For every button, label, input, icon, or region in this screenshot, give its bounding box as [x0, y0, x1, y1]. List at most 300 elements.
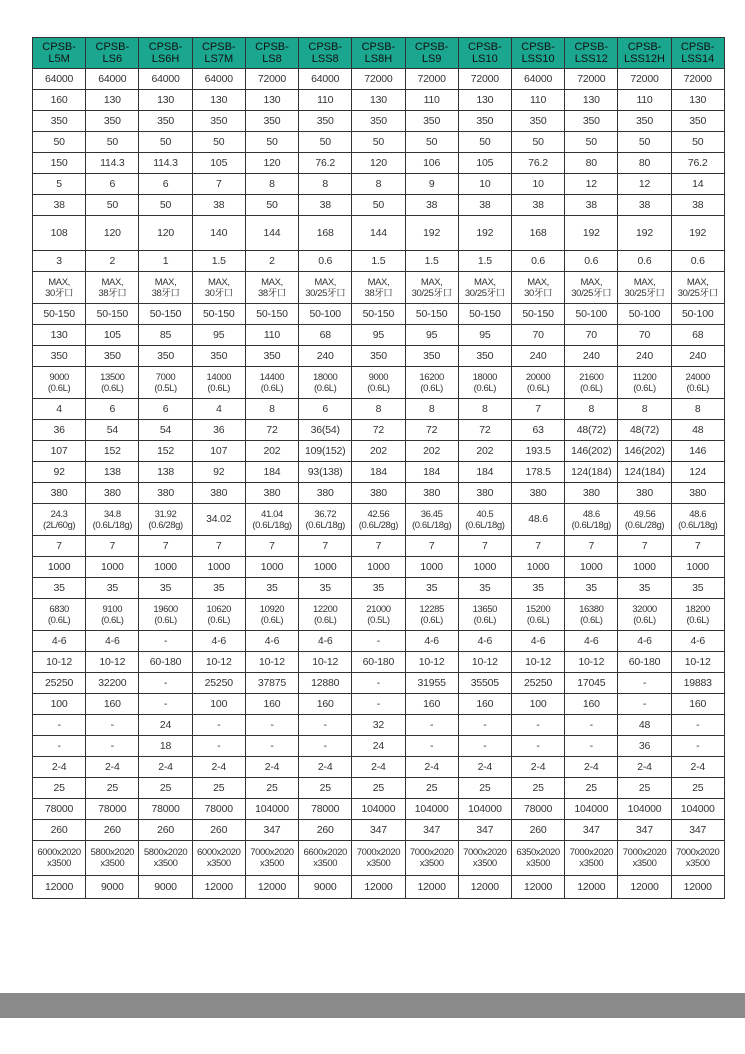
- table-cell: 7000x2020 x3500: [245, 841, 298, 876]
- table-cell: 4-6: [245, 631, 298, 652]
- table-cell: 1000: [511, 557, 564, 578]
- table-cell: MAX, 30牙口: [511, 272, 564, 304]
- table-cell: 64000: [139, 69, 192, 90]
- table-cell: 350: [458, 346, 511, 367]
- table-cell: 7: [511, 399, 564, 420]
- table-cell: 14: [671, 174, 724, 195]
- table-cell: 4: [33, 399, 86, 420]
- table-cell: 50: [458, 132, 511, 153]
- table-cell: 63: [511, 420, 564, 441]
- table-cell: 2-4: [139, 757, 192, 778]
- table-cell: 100: [33, 694, 86, 715]
- table-cell: 350: [86, 346, 139, 367]
- column-header: CPSB- LS6H: [139, 38, 192, 69]
- table-cell: 130: [86, 90, 139, 111]
- table-cell: 380: [405, 483, 458, 504]
- table-cell: 4-6: [511, 631, 564, 652]
- table-row: [33, 536, 725, 557]
- table-cell: 8: [671, 399, 724, 420]
- table-cell: 36: [33, 420, 86, 441]
- table-cell: 138: [86, 462, 139, 483]
- table-cell: 7: [565, 536, 618, 557]
- column-header: CPSB- LSS14: [671, 38, 724, 69]
- table-cell: 8: [352, 399, 405, 420]
- table-cell: 380: [139, 483, 192, 504]
- table-cell: 95: [192, 325, 245, 346]
- column-header: CPSB- LS8: [245, 38, 298, 69]
- table-cell: 10-12: [405, 652, 458, 673]
- table-cell: 4-6: [33, 631, 86, 652]
- table-row: [33, 325, 725, 346]
- table-cell: MAX, 38牙口: [86, 272, 139, 304]
- table-cell: 152: [86, 441, 139, 462]
- table-cell: 95: [352, 325, 405, 346]
- table-cell: 36.45 (0.6L/18g): [405, 504, 458, 536]
- table-cell: 35: [192, 578, 245, 599]
- table-cell: 240: [618, 346, 671, 367]
- table-cell: -: [299, 715, 352, 736]
- table-cell: 110: [511, 90, 564, 111]
- table-cell: 380: [33, 483, 86, 504]
- table-cell: 120: [139, 216, 192, 251]
- table-cell: 350: [86, 111, 139, 132]
- table-cell: 130: [192, 90, 245, 111]
- table-cell: 16380 (0.6L): [565, 599, 618, 631]
- table-cell: 50: [511, 132, 564, 153]
- table-cell: 4-6: [299, 631, 352, 652]
- table-cell: 2: [245, 251, 298, 272]
- table-cell: -: [671, 736, 724, 757]
- table-row: [33, 90, 725, 111]
- table-row: [33, 346, 725, 367]
- table-cell: 10-12: [245, 652, 298, 673]
- table-cell: 50: [86, 195, 139, 216]
- table-cell: -: [33, 736, 86, 757]
- table-cell: 64000: [192, 69, 245, 90]
- table-cell: -: [245, 736, 298, 757]
- table-row: [33, 483, 725, 504]
- table-cell: 42.56 (0.6L/28g): [352, 504, 405, 536]
- table-cell: 50: [139, 195, 192, 216]
- table-cell: 24.3 (2L/60g): [33, 504, 86, 536]
- table-cell: 7: [511, 536, 564, 557]
- table-cell: 72000: [618, 69, 671, 90]
- table-cell: 1000: [565, 557, 618, 578]
- table-cell: 25250: [33, 673, 86, 694]
- table-cell: 35: [299, 578, 352, 599]
- table-cell: 50: [352, 132, 405, 153]
- table-cell: 25: [405, 778, 458, 799]
- table-cell: 78000: [192, 799, 245, 820]
- table-cell: 10-12: [192, 652, 245, 673]
- table-cell: 130: [139, 90, 192, 111]
- table-cell: 110: [405, 90, 458, 111]
- table-cell: 35: [139, 578, 192, 599]
- table-cell: 41.04 (0.6L/18g): [245, 504, 298, 536]
- table-cell: 130: [33, 325, 86, 346]
- table-cell: 78000: [299, 799, 352, 820]
- table-cell: 3: [33, 251, 86, 272]
- table-cell: 1.5: [405, 251, 458, 272]
- table-cell: 1000: [618, 557, 671, 578]
- table-cell: 146(202): [618, 441, 671, 462]
- table-cell: 4-6: [86, 631, 139, 652]
- table-cell: 38: [458, 195, 511, 216]
- table-cell: -: [33, 715, 86, 736]
- table-cell: 34.02: [192, 504, 245, 536]
- table-cell: 107: [33, 441, 86, 462]
- table-cell: 8: [245, 174, 298, 195]
- table-cell: 105: [458, 153, 511, 174]
- table-cell: 80: [565, 153, 618, 174]
- table-cell: 35: [671, 578, 724, 599]
- table-cell: 78000: [86, 799, 139, 820]
- table-cell: 18200 (0.6L): [671, 599, 724, 631]
- table-cell: 106: [405, 153, 458, 174]
- table-cell: 7000 (0.5L): [139, 367, 192, 399]
- table-cell: 12880: [299, 673, 352, 694]
- table-cell: 6830 (0.6L): [33, 599, 86, 631]
- table-cell: 4: [192, 399, 245, 420]
- table-cell: 35: [405, 578, 458, 599]
- table-cell: MAX, 30牙口: [192, 272, 245, 304]
- table-cell: 18: [139, 736, 192, 757]
- table-cell: 72000: [671, 69, 724, 90]
- column-header: CPSB- LSS12H: [618, 38, 671, 69]
- table-row: [33, 174, 725, 195]
- table-cell: 6350x2020 x3500: [511, 841, 564, 876]
- table-cell: 48.6: [511, 504, 564, 536]
- table-cell: 130: [458, 90, 511, 111]
- table-cell: 70: [511, 325, 564, 346]
- table-cell: 10-12: [458, 652, 511, 673]
- table-cell: 0.6: [565, 251, 618, 272]
- table-row: [33, 399, 725, 420]
- table-cell: 350: [245, 346, 298, 367]
- table-cell: 124(184): [618, 462, 671, 483]
- table-cell: 350: [192, 111, 245, 132]
- table-cell: 72: [352, 420, 405, 441]
- table-cell: 19600 (0.6L): [139, 599, 192, 631]
- table-cell: -: [618, 673, 671, 694]
- table-cell: 350: [618, 111, 671, 132]
- table-cell: 48(72): [618, 420, 671, 441]
- table-cell: 114.3: [86, 153, 139, 174]
- table-cell: 50: [565, 132, 618, 153]
- table-cell: 146: [671, 441, 724, 462]
- table-cell: 1000: [405, 557, 458, 578]
- table-cell: 93(138): [299, 462, 352, 483]
- table-cell: 109(152): [299, 441, 352, 462]
- table-cell: 350: [245, 111, 298, 132]
- table-cell: 0.6: [511, 251, 564, 272]
- table-cell: 168: [299, 216, 352, 251]
- table-cell: 124: [671, 462, 724, 483]
- table-cell: 8: [565, 399, 618, 420]
- table-cell: 380: [245, 483, 298, 504]
- table-cell: 19883: [671, 673, 724, 694]
- table-cell: -: [139, 694, 192, 715]
- table-row: [33, 599, 725, 631]
- table-cell: 72: [458, 420, 511, 441]
- table-cell: 260: [192, 820, 245, 841]
- table-cell: 192: [671, 216, 724, 251]
- table-cell: 202: [405, 441, 458, 462]
- table-cell: MAX, 38牙口: [352, 272, 405, 304]
- table-cell: 7: [192, 536, 245, 557]
- table-cell: 85: [139, 325, 192, 346]
- table-cell: 6: [86, 399, 139, 420]
- column-header: CPSB- LSS10: [511, 38, 564, 69]
- table-cell: -: [352, 694, 405, 715]
- table-cell: 350: [405, 346, 458, 367]
- table-cell: 160: [299, 694, 352, 715]
- table-cell: 16200 (0.6L): [405, 367, 458, 399]
- table-cell: 6: [139, 174, 192, 195]
- table-cell: 48: [618, 715, 671, 736]
- table-cell: 38: [671, 195, 724, 216]
- table-cell: 130: [565, 90, 618, 111]
- table-cell: 32200: [86, 673, 139, 694]
- table-cell: 1000: [352, 557, 405, 578]
- table-cell: 240: [565, 346, 618, 367]
- table-cell: 6: [86, 174, 139, 195]
- footer-bar: [0, 993, 745, 1018]
- table-cell: 31.92 (0.6/28g): [139, 504, 192, 536]
- table-cell: 350: [352, 346, 405, 367]
- table-cell: 6000x2020 x3500: [192, 841, 245, 876]
- table-cell: 12000: [245, 876, 298, 899]
- table-cell: 350: [192, 346, 245, 367]
- table-cell: 350: [139, 346, 192, 367]
- table-cell: 24: [139, 715, 192, 736]
- table-cell: 1.5: [458, 251, 511, 272]
- table-cell: 178.5: [511, 462, 564, 483]
- table-row: [33, 876, 725, 899]
- table-cell: 64000: [299, 69, 352, 90]
- table-cell: 36.72 (0.6L/18g): [299, 504, 352, 536]
- table-cell: 35: [618, 578, 671, 599]
- table-cell: 64000: [33, 69, 86, 90]
- table-cell: -: [671, 715, 724, 736]
- table-cell: 192: [618, 216, 671, 251]
- table-cell: 54: [139, 420, 192, 441]
- table-cell: 35: [245, 578, 298, 599]
- table-cell: 7: [86, 536, 139, 557]
- table-cell: MAX, 30/25牙口: [299, 272, 352, 304]
- table-cell: 9000: [86, 876, 139, 899]
- table-cell: -: [405, 715, 458, 736]
- table-cell: 50: [299, 132, 352, 153]
- table-cell: 1000: [192, 557, 245, 578]
- table-cell: 25250: [192, 673, 245, 694]
- table-cell: 48.6 (0.6L/18g): [565, 504, 618, 536]
- table-cell: -: [352, 631, 405, 652]
- table-cell: 92: [33, 462, 86, 483]
- table-cell: 160: [245, 694, 298, 715]
- table-cell: 1.5: [192, 251, 245, 272]
- table-cell: 240: [511, 346, 564, 367]
- table-cell: 80: [618, 153, 671, 174]
- table-cell: 10-12: [86, 652, 139, 673]
- table-cell: 12000: [618, 876, 671, 899]
- table-cell: 12000: [33, 876, 86, 899]
- table-cell: 2-4: [192, 757, 245, 778]
- table-cell: 144: [352, 216, 405, 251]
- table-cell: MAX, 38牙口: [245, 272, 298, 304]
- table-cell: MAX, 30/25牙口: [458, 272, 511, 304]
- table-cell: 78000: [139, 799, 192, 820]
- table-cell: 350: [565, 111, 618, 132]
- table-cell: -: [192, 736, 245, 757]
- table-cell: 8: [618, 399, 671, 420]
- table-cell: 95: [458, 325, 511, 346]
- table-cell: -: [511, 715, 564, 736]
- table-cell: 7: [405, 536, 458, 557]
- table-cell: 192: [565, 216, 618, 251]
- table-cell: 160: [405, 694, 458, 715]
- table-cell: MAX, 30/25牙口: [405, 272, 458, 304]
- table-cell: -: [352, 673, 405, 694]
- table-cell: 35: [33, 578, 86, 599]
- table-cell: 14000 (0.6L): [192, 367, 245, 399]
- table-row: [33, 736, 725, 757]
- column-header: CPSB- LSS8: [299, 38, 352, 69]
- table-cell: 72000: [458, 69, 511, 90]
- table-cell: 78000: [33, 799, 86, 820]
- table-cell: 24: [352, 736, 405, 757]
- table-cell: 350: [139, 111, 192, 132]
- table-cell: 60-180: [618, 652, 671, 673]
- table-cell: -: [245, 715, 298, 736]
- table-cell: 5800x2020 x3500: [139, 841, 192, 876]
- table-cell: 2-4: [245, 757, 298, 778]
- table-cell: 21000 (0.5L): [352, 599, 405, 631]
- table-cell: -: [86, 736, 139, 757]
- table-cell: 7: [192, 174, 245, 195]
- table-cell: 25: [299, 778, 352, 799]
- table-cell: 7: [33, 536, 86, 557]
- table-cell: 380: [511, 483, 564, 504]
- table-cell: 70: [565, 325, 618, 346]
- column-header: CPSB- LS8H: [352, 38, 405, 69]
- table-cell: 7000x2020 x3500: [671, 841, 724, 876]
- table-row: [33, 111, 725, 132]
- table-cell: 160: [671, 694, 724, 715]
- table-row: [33, 757, 725, 778]
- header-row: [33, 38, 725, 69]
- table-cell: 21600 (0.6L): [565, 367, 618, 399]
- table-cell: 1000: [458, 557, 511, 578]
- table-cell: 50-150: [352, 304, 405, 325]
- table-cell: 18000 (0.6L): [458, 367, 511, 399]
- table-cell: 160: [86, 694, 139, 715]
- table-cell: 168: [511, 216, 564, 251]
- table-cell: 160: [565, 694, 618, 715]
- table-cell: 184: [405, 462, 458, 483]
- table-row: [33, 673, 725, 694]
- table-row: [33, 367, 725, 399]
- table-cell: 10: [511, 174, 564, 195]
- table-row: [33, 820, 725, 841]
- table-cell: 0.6: [299, 251, 352, 272]
- table-cell: 76.2: [511, 153, 564, 174]
- table-cell: 9: [405, 174, 458, 195]
- spec-table: [32, 37, 725, 899]
- table-cell: 1000: [299, 557, 352, 578]
- table-cell: 49.56 (0.6L/28g): [618, 504, 671, 536]
- table-cell: 104000: [458, 799, 511, 820]
- table-cell: 7: [139, 536, 192, 557]
- table-row: [33, 441, 725, 462]
- table-cell: 50-100: [299, 304, 352, 325]
- table-cell: 260: [299, 820, 352, 841]
- table-row: [33, 715, 725, 736]
- table-cell: 6000x2020 x3500: [33, 841, 86, 876]
- table-cell: 12000: [405, 876, 458, 899]
- table-cell: 50: [139, 132, 192, 153]
- table-cell: 1000: [671, 557, 724, 578]
- table-cell: 347: [245, 820, 298, 841]
- table-cell: -: [192, 715, 245, 736]
- table-cell: 260: [86, 820, 139, 841]
- table-cell: 7000x2020 x3500: [405, 841, 458, 876]
- table-cell: 12000: [565, 876, 618, 899]
- table-cell: MAX, 30/25牙口: [618, 272, 671, 304]
- table-cell: 1.5: [352, 251, 405, 272]
- table-cell: 130: [671, 90, 724, 111]
- table-cell: -: [86, 715, 139, 736]
- table-cell: 347: [618, 820, 671, 841]
- table-cell: 240: [299, 346, 352, 367]
- table-row: [33, 420, 725, 441]
- table-cell: MAX, 30/25牙口: [671, 272, 724, 304]
- table-cell: 380: [565, 483, 618, 504]
- table-cell: 8: [405, 399, 458, 420]
- table-cell: 25: [192, 778, 245, 799]
- table-cell: 114.3: [139, 153, 192, 174]
- table-cell: 18000 (0.6L): [299, 367, 352, 399]
- table-cell: 108: [33, 216, 86, 251]
- table-cell: 50: [618, 132, 671, 153]
- table-cell: 72: [245, 420, 298, 441]
- table-cell: 260: [33, 820, 86, 841]
- table-cell: 4-6: [192, 631, 245, 652]
- table-cell: 50: [245, 195, 298, 216]
- table-cell: 4-6: [618, 631, 671, 652]
- table-cell: 4-6: [405, 631, 458, 652]
- table-cell: 347: [671, 820, 724, 841]
- table-cell: 7000x2020 x3500: [458, 841, 511, 876]
- table-cell: 50-150: [245, 304, 298, 325]
- table-cell: 48: [671, 420, 724, 441]
- table-cell: 12285 (0.6L): [405, 599, 458, 631]
- column-header: CPSB- LSS12: [565, 38, 618, 69]
- table-cell: 48.6 (0.6L/18g): [671, 504, 724, 536]
- table-row: [33, 652, 725, 673]
- table-cell: 38: [33, 195, 86, 216]
- table-cell: 15200 (0.6L): [511, 599, 564, 631]
- table-cell: 72000: [405, 69, 458, 90]
- table-cell: 10620 (0.6L): [192, 599, 245, 631]
- table-cell: 72000: [245, 69, 298, 90]
- table-cell: 13650 (0.6L): [458, 599, 511, 631]
- table-cell: 110: [299, 90, 352, 111]
- table-cell: 260: [139, 820, 192, 841]
- table-row: [33, 799, 725, 820]
- table-cell: 2-4: [299, 757, 352, 778]
- table-cell: 35: [511, 578, 564, 599]
